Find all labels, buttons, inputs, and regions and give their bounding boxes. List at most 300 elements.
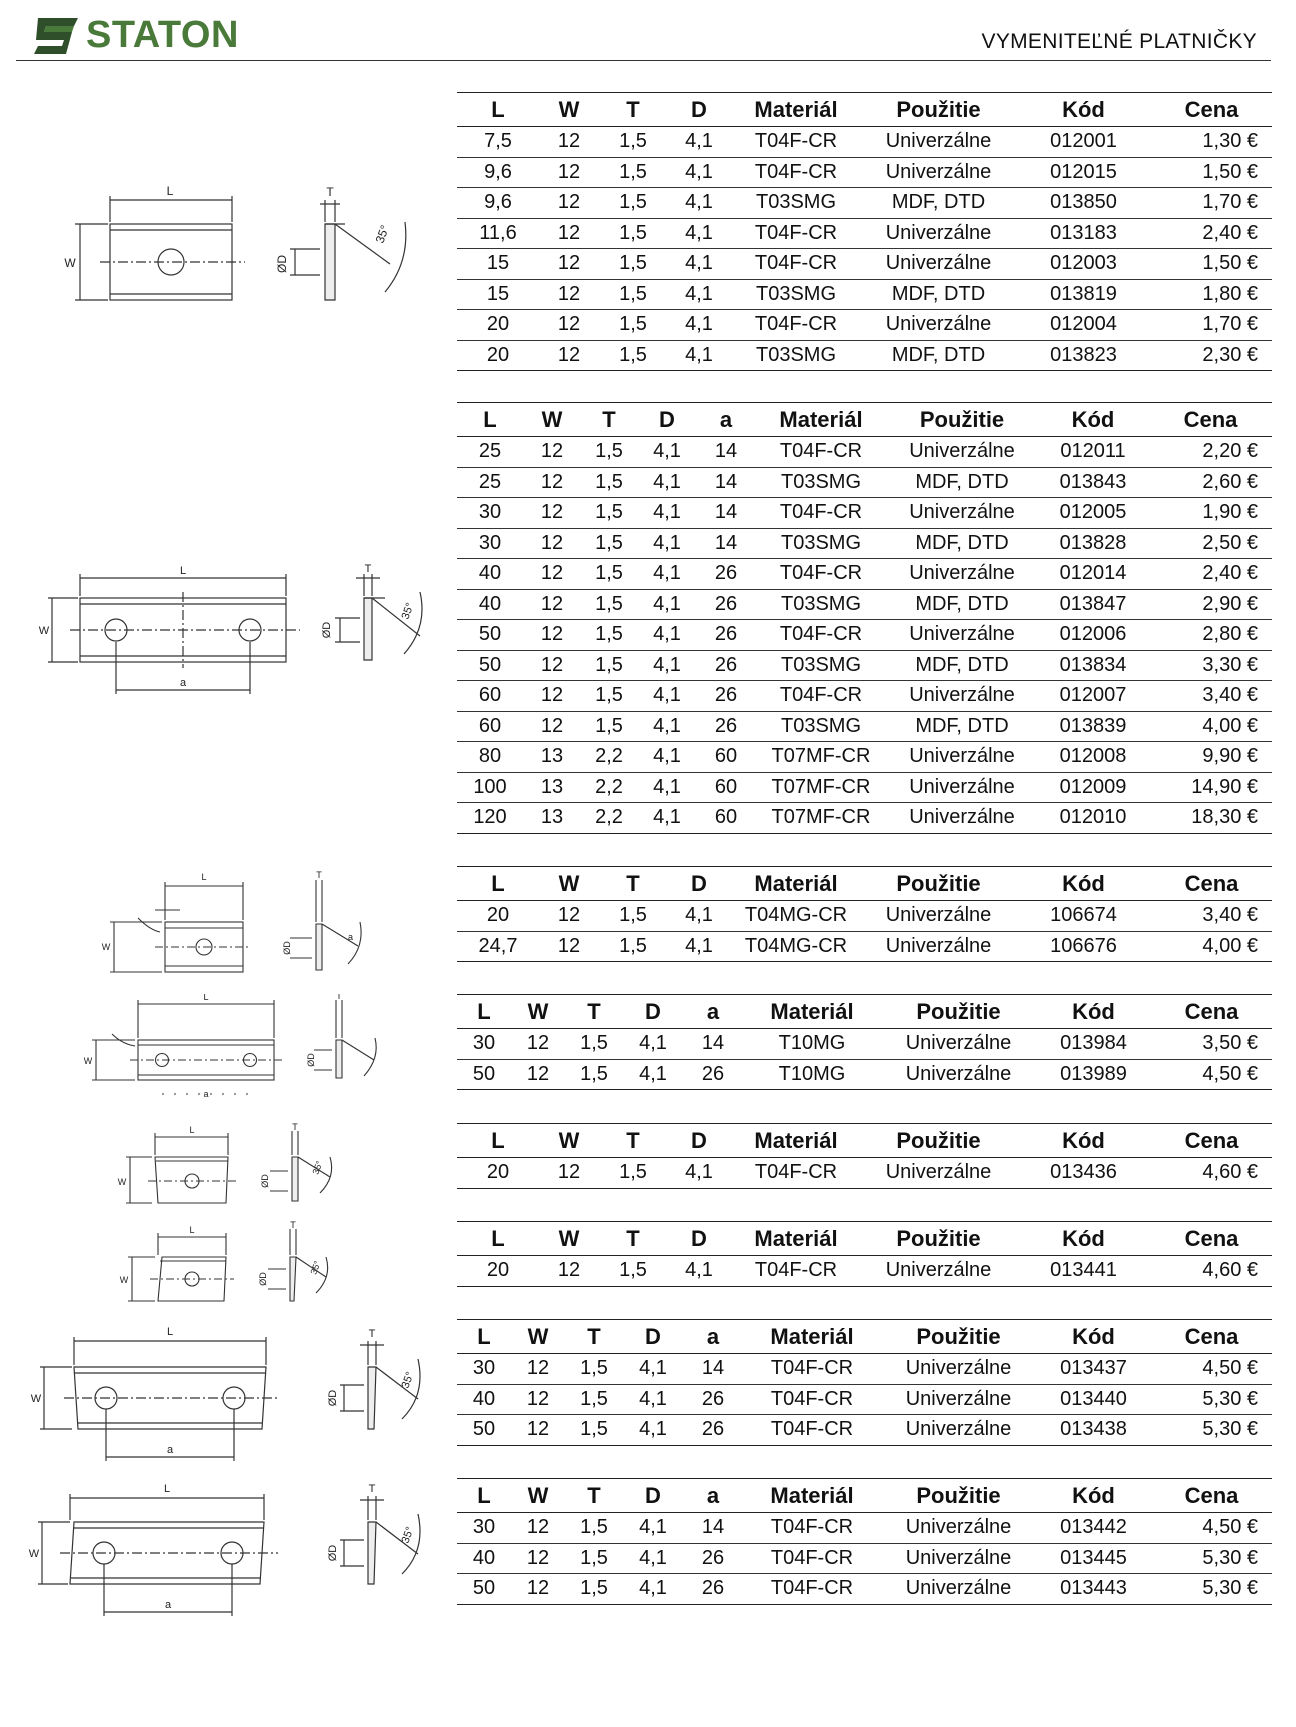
column-header: Kód — [1036, 995, 1151, 1029]
spec-table-2 — [457, 402, 1272, 834]
table-cell: MDF, DTD — [887, 650, 1037, 681]
table-cell: 1,90 € — [1149, 498, 1272, 529]
table-cell: 012004 — [1016, 310, 1151, 341]
column-header: L — [457, 867, 539, 901]
dim-label-L: L — [166, 1326, 174, 1338]
column-header: T — [599, 1222, 667, 1256]
table-cell: 1,5 — [565, 1415, 623, 1446]
column-header: D — [667, 867, 731, 901]
table-cell: T04F-CR — [755, 437, 887, 468]
table-cell: 12 — [539, 127, 599, 158]
column-header: D — [623, 1479, 683, 1513]
table-cell: 2,2 — [581, 772, 637, 803]
table-cell: T04F-CR — [755, 498, 887, 529]
spec-table-1 — [457, 92, 1272, 371]
table-cell: 013437 — [1036, 1354, 1151, 1385]
column-header: T — [599, 867, 667, 901]
table-cell: 013819 — [1016, 279, 1151, 310]
dim-label-a: a — [164, 1599, 172, 1611]
column-header: T — [599, 1124, 667, 1158]
table-cell: 26 — [697, 620, 755, 651]
table-cell: 4,1 — [623, 1354, 683, 1385]
table-cell: 012011 — [1037, 437, 1149, 468]
dim-label-D: ØD — [327, 1389, 339, 1407]
table-cell: 013438 — [1036, 1415, 1151, 1446]
table-cell: 013984 — [1036, 1029, 1151, 1060]
table-cell: 4,1 — [623, 1029, 683, 1060]
table-cell: 100 — [457, 772, 523, 803]
column-header: Použitie — [881, 1320, 1036, 1354]
table-row — [457, 711, 1272, 742]
table-cell: 1,5 — [565, 1384, 623, 1415]
column-header: a — [683, 1320, 743, 1354]
dim-label-T: T — [368, 1483, 376, 1495]
table-cell: 30 — [457, 1029, 511, 1060]
table-row — [457, 218, 1272, 249]
dim-label-D: ØD — [282, 941, 292, 955]
table-cell: 9,90 € — [1149, 742, 1272, 773]
dim-label-a: a — [203, 1089, 209, 1099]
table-cell: 013441 — [1016, 1256, 1151, 1287]
table-row — [457, 742, 1272, 773]
table-cell: 1,5 — [599, 127, 667, 158]
table-cell: 11,6 — [457, 218, 539, 249]
staton-logo — [32, 14, 239, 57]
table-cell: 40 — [457, 1384, 511, 1415]
table-cell: 1,5 — [599, 157, 667, 188]
table-row — [457, 1415, 1272, 1446]
table-cell: Univerzálne — [881, 1513, 1036, 1544]
table-cell: 12 — [539, 931, 599, 962]
table-cell: 013442 — [1036, 1513, 1151, 1544]
column-header: L — [457, 93, 539, 127]
table-cell: 14 — [697, 498, 755, 529]
column-header: Kód — [1016, 867, 1151, 901]
table-cell: 1,5 — [565, 1543, 623, 1574]
table-cell: 26 — [697, 681, 755, 712]
table-cell: 012006 — [1037, 620, 1149, 651]
table-cell: 24,7 — [457, 931, 539, 962]
insert-drawing-8 — [0, 1478, 440, 1628]
table-cell: 013445 — [1036, 1543, 1151, 1574]
table-cell: 4,1 — [623, 1543, 683, 1574]
table-cell: 4,1 — [637, 498, 697, 529]
page-header — [16, 8, 1271, 61]
table-row — [457, 1513, 1272, 1544]
column-header: Materiál — [755, 403, 887, 437]
table-cell: 4,1 — [667, 1256, 731, 1287]
table-cell: 26 — [697, 589, 755, 620]
column-header: Materiál — [743, 1479, 881, 1513]
table-cell: Univerzálne — [861, 127, 1016, 158]
table-cell: 13 — [523, 742, 581, 773]
table-cell: MDF, DTD — [861, 279, 1016, 310]
table-cell: 60 — [457, 681, 523, 712]
table-cell: 15 — [457, 249, 539, 280]
table-cell: T04F-CR — [731, 1158, 861, 1189]
table-cell: 12 — [523, 620, 581, 651]
dim-label-D: ØD — [258, 1272, 268, 1286]
table-cell: T07MF-CR — [755, 742, 887, 773]
table-cell: 12 — [523, 437, 581, 468]
table-cell: 7,5 — [457, 127, 539, 158]
table-cell: Univerzálne — [887, 437, 1037, 468]
table-cell: 60 — [457, 711, 523, 742]
table-cell: 1,5 — [599, 1256, 667, 1287]
table-cell: 50 — [457, 650, 523, 681]
dim-label-T: T — [316, 870, 322, 880]
table-cell: 12 — [511, 1574, 565, 1605]
table-cell: 012008 — [1037, 742, 1149, 773]
column-header: W — [511, 995, 565, 1029]
column-header: Cena — [1151, 867, 1272, 901]
spec-table-3 — [457, 866, 1272, 962]
column-header: W — [511, 1479, 565, 1513]
table-row — [457, 620, 1272, 651]
table-header-row — [457, 1222, 1272, 1256]
table-header-row — [457, 867, 1272, 901]
table-cell: Univerzálne — [861, 310, 1016, 341]
table-cell: T04F-CR — [731, 127, 861, 158]
table-cell: 3,30 € — [1149, 650, 1272, 681]
table-cell: 50 — [457, 1574, 511, 1605]
column-header: Cena — [1151, 1124, 1272, 1158]
column-header: Použitie — [881, 995, 1036, 1029]
dim-label-W: W — [28, 1548, 40, 1560]
table-cell: 013436 — [1016, 1158, 1151, 1189]
table-cell: 1,50 € — [1151, 249, 1272, 280]
column-header: Kód — [1036, 1320, 1151, 1354]
brand-name: STATON — [86, 14, 239, 56]
column-header: a — [683, 1479, 743, 1513]
table-cell: Univerzálne — [881, 1029, 1036, 1060]
column-header: Materiál — [731, 1124, 861, 1158]
column-header: L — [457, 1124, 539, 1158]
table-cell: 2,20 € — [1149, 437, 1272, 468]
table-cell: 012001 — [1016, 127, 1151, 158]
column-header: D — [637, 403, 697, 437]
dim-label-L: L — [203, 994, 209, 1002]
table-row — [457, 681, 1272, 712]
column-header: L — [457, 403, 523, 437]
table-header-row — [457, 93, 1272, 127]
table-cell: Univerzálne — [881, 1543, 1036, 1574]
table-cell: 5,30 € — [1151, 1574, 1272, 1605]
table-cell: 9,6 — [457, 188, 539, 219]
table-cell: 12 — [511, 1029, 565, 1060]
table-cell: 012015 — [1016, 157, 1151, 188]
table-cell: 4,1 — [637, 467, 697, 498]
column-header: Cena — [1149, 403, 1272, 437]
dim-label-D: ØD — [327, 1544, 339, 1562]
table-cell: 5,30 € — [1151, 1543, 1272, 1574]
table-cell: 12 — [511, 1059, 565, 1090]
table-cell: 12 — [511, 1354, 565, 1385]
table-cell: 12 — [539, 1158, 599, 1189]
table-cell: 1,5 — [581, 650, 637, 681]
table-cell: 12 — [523, 528, 581, 559]
column-header: Materiál — [731, 867, 861, 901]
table-cell: 013828 — [1037, 528, 1149, 559]
table-cell: 1,5 — [581, 589, 637, 620]
table-row — [457, 931, 1272, 962]
insert-drawing-4 — [0, 994, 440, 1114]
table-row — [457, 1384, 1272, 1415]
table-cell: MDF, DTD — [887, 711, 1037, 742]
insert-drawing-5 — [0, 1123, 440, 1213]
dim-label-W: W — [117, 1177, 127, 1187]
table-cell: T10MG — [743, 1029, 881, 1060]
dim-label-D: ØD — [260, 1174, 270, 1188]
table-cell: Univerzálne — [881, 1059, 1036, 1090]
table-cell: 4,50 € — [1151, 1354, 1272, 1385]
table-cell: 60 — [697, 742, 755, 773]
table-cell: 1,70 € — [1151, 188, 1272, 219]
table-cell: 12 — [523, 498, 581, 529]
table-cell: 2,60 € — [1149, 467, 1272, 498]
table-cell: 40 — [457, 559, 523, 590]
spec-table-8 — [457, 1478, 1272, 1605]
table-cell: 14 — [683, 1513, 743, 1544]
table-row — [457, 1029, 1272, 1060]
column-header: W — [539, 1124, 599, 1158]
table-cell: 4,1 — [637, 559, 697, 590]
dim-label-angle: 35° — [399, 1525, 417, 1546]
table-cell: 3,40 € — [1149, 681, 1272, 712]
dim-label-W: W — [101, 942, 111, 952]
table-cell: 12 — [539, 249, 599, 280]
table-cell: 4,1 — [623, 1574, 683, 1605]
table-cell: 4,1 — [667, 127, 731, 158]
insert-drawing-1 — [0, 92, 440, 322]
table-cell: 1,5 — [599, 188, 667, 219]
table-cell: Univerzálne — [887, 803, 1037, 834]
table-cell: 25 — [457, 467, 523, 498]
dim-label-W: W — [119, 1275, 129, 1285]
table-cell: 1,5 — [581, 559, 637, 590]
table-cell: 013839 — [1037, 711, 1149, 742]
table-row — [457, 498, 1272, 529]
table-cell: Univerzálne — [887, 620, 1037, 651]
column-header: Použitie — [861, 867, 1016, 901]
table-cell: T07MF-CR — [755, 772, 887, 803]
table-cell: Univerzálne — [861, 218, 1016, 249]
dim-label-T: T — [368, 1328, 376, 1340]
table-cell: 1,5 — [581, 681, 637, 712]
table-cell: 4,1 — [667, 340, 731, 371]
dim-label-W: W — [38, 625, 50, 637]
table-cell: MDF, DTD — [887, 467, 1037, 498]
column-header: T — [565, 1320, 623, 1354]
table-cell: 013183 — [1016, 218, 1151, 249]
column-header: Materiál — [743, 1320, 881, 1354]
table-cell: 1,5 — [581, 437, 637, 468]
table-cell: 12 — [523, 681, 581, 712]
table-cell: 4,1 — [623, 1513, 683, 1544]
table-cell: 1,5 — [599, 931, 667, 962]
table-cell: Univerzálne — [861, 157, 1016, 188]
table-cell: 12 — [511, 1513, 565, 1544]
dim-label-a: a — [166, 1444, 174, 1456]
column-header: Cena — [1151, 995, 1272, 1029]
dim-label-angle: 35° — [308, 1259, 323, 1276]
table-cell: 9,6 — [457, 157, 539, 188]
table-cell: 120 — [457, 803, 523, 834]
table-cell: MDF, DTD — [861, 340, 1016, 371]
table-row — [457, 559, 1272, 590]
insert-drawing-2 — [0, 402, 440, 732]
column-header: Použitie — [887, 403, 1037, 437]
table-cell: 26 — [683, 1543, 743, 1574]
table-row — [457, 1543, 1272, 1574]
table-cell: 4,1 — [667, 1158, 731, 1189]
table-cell: 012014 — [1037, 559, 1149, 590]
column-header: D — [667, 93, 731, 127]
table-cell: T03SMG — [755, 467, 887, 498]
column-header: W — [539, 1222, 599, 1256]
table-cell: 013847 — [1037, 589, 1149, 620]
column-header: D — [667, 1124, 731, 1158]
column-header: T — [565, 995, 623, 1029]
table-cell: T04F-CR — [731, 157, 861, 188]
table-cell: 106674 — [1016, 901, 1151, 932]
table-cell: 4,1 — [623, 1415, 683, 1446]
table-cell: 013850 — [1016, 188, 1151, 219]
table-header-row — [457, 1124, 1272, 1158]
column-header: Cena — [1151, 1320, 1272, 1354]
dim-label-D: ØD — [321, 621, 333, 639]
column-header: D — [667, 1222, 731, 1256]
table-cell: 20 — [457, 1158, 539, 1189]
dim-label-L: L — [166, 184, 174, 198]
table-cell: 12 — [523, 559, 581, 590]
table-row — [457, 803, 1272, 834]
table-cell: Univerzálne — [887, 681, 1037, 712]
table-cell: T04F-CR — [755, 559, 887, 590]
table-cell: Univerzálne — [887, 772, 1037, 803]
column-header: D — [623, 995, 683, 1029]
column-header: T — [581, 403, 637, 437]
table-cell: Univerzálne — [881, 1415, 1036, 1446]
column-header: L — [457, 1222, 539, 1256]
table-cell: 12 — [511, 1384, 565, 1415]
column-header: W — [539, 867, 599, 901]
table-cell: Univerzálne — [861, 249, 1016, 280]
dim-label-T: T — [336, 994, 342, 1001]
table-cell: 60 — [697, 772, 755, 803]
table-cell: 012010 — [1037, 803, 1149, 834]
table-cell: 4,1 — [637, 650, 697, 681]
table-cell: 80 — [457, 742, 523, 773]
table-cell: Univerzálne — [861, 901, 1016, 932]
table-cell: T04F-CR — [731, 249, 861, 280]
column-header: Kód — [1016, 1124, 1151, 1158]
dim-label-L: L — [189, 1225, 195, 1235]
table-cell: T04F-CR — [731, 218, 861, 249]
column-header: Materiál — [731, 1222, 861, 1256]
table-cell: 12 — [539, 218, 599, 249]
column-header: a — [683, 995, 743, 1029]
table-cell: Univerzálne — [887, 498, 1037, 529]
table-cell: 30 — [457, 528, 523, 559]
table-cell: T04F-CR — [743, 1543, 881, 1574]
table-cell: 26 — [683, 1574, 743, 1605]
table-header-row — [457, 1479, 1272, 1513]
column-header: Materiál — [731, 93, 861, 127]
table-cell: T04F-CR — [731, 310, 861, 341]
dim-label-W: W — [83, 1056, 93, 1066]
table-cell: 1,30 € — [1151, 127, 1272, 158]
column-header: Kód — [1036, 1479, 1151, 1513]
column-header: W — [511, 1320, 565, 1354]
table-cell: Univerzálne — [861, 931, 1016, 962]
table-row — [457, 1574, 1272, 1605]
table-cell: 4,60 € — [1151, 1256, 1272, 1287]
table-row — [457, 772, 1272, 803]
table-cell: 4,50 € — [1151, 1059, 1272, 1090]
table-cell: 4,1 — [667, 310, 731, 341]
table-cell: 4,1 — [637, 620, 697, 651]
table-cell: 1,5 — [565, 1029, 623, 1060]
table-cell: Univerzálne — [881, 1384, 1036, 1415]
table-cell: 12 — [523, 650, 581, 681]
dim-label-L: L — [201, 872, 207, 882]
dim-label-T: T — [364, 563, 372, 575]
table-cell: 26 — [683, 1415, 743, 1446]
dim-label-L: L — [189, 1125, 195, 1135]
table-row — [457, 157, 1272, 188]
column-header: Použitie — [861, 93, 1016, 127]
table-cell: 1,5 — [599, 249, 667, 280]
column-header: Cena — [1151, 93, 1272, 127]
table-row — [457, 310, 1272, 341]
table-cell: T04F-CR — [743, 1574, 881, 1605]
table-cell: Univerzálne — [887, 742, 1037, 773]
dim-label-a: a — [348, 932, 354, 942]
table-cell: 4,1 — [667, 931, 731, 962]
table-cell: 4,00 € — [1149, 711, 1272, 742]
dim-label-angle: 35° — [399, 1370, 417, 1391]
table-cell: 12 — [539, 1256, 599, 1287]
table-row — [457, 1256, 1272, 1287]
dim-label-a: a — [179, 677, 187, 689]
table-cell: 4,1 — [637, 803, 697, 834]
table-cell: 1,5 — [581, 528, 637, 559]
table-cell: 4,1 — [623, 1059, 683, 1090]
table-cell: 40 — [457, 589, 523, 620]
column-header: Cena — [1151, 1222, 1272, 1256]
table-cell: 40 — [457, 1543, 511, 1574]
table-cell: 4,60 € — [1151, 1158, 1272, 1189]
table-cell: 4,1 — [637, 437, 697, 468]
table-header-row — [457, 1320, 1272, 1354]
table-cell: 12 — [539, 901, 599, 932]
table-cell: 2,90 € — [1149, 589, 1272, 620]
table-cell: 013823 — [1016, 340, 1151, 371]
table-cell: T04MG-CR — [731, 931, 861, 962]
table-cell: 013443 — [1036, 1574, 1151, 1605]
table-cell: 1,5 — [581, 498, 637, 529]
table-cell: T04F-CR — [743, 1415, 881, 1446]
table-cell: 60 — [697, 803, 755, 834]
table-cell: 1,5 — [599, 310, 667, 341]
table-cell: 4,1 — [637, 528, 697, 559]
table-cell: 012007 — [1037, 681, 1149, 712]
table-cell: 14 — [683, 1354, 743, 1385]
table-cell: 4,1 — [637, 589, 697, 620]
table-cell: 4,1 — [667, 157, 731, 188]
table-cell: 1,5 — [581, 711, 637, 742]
